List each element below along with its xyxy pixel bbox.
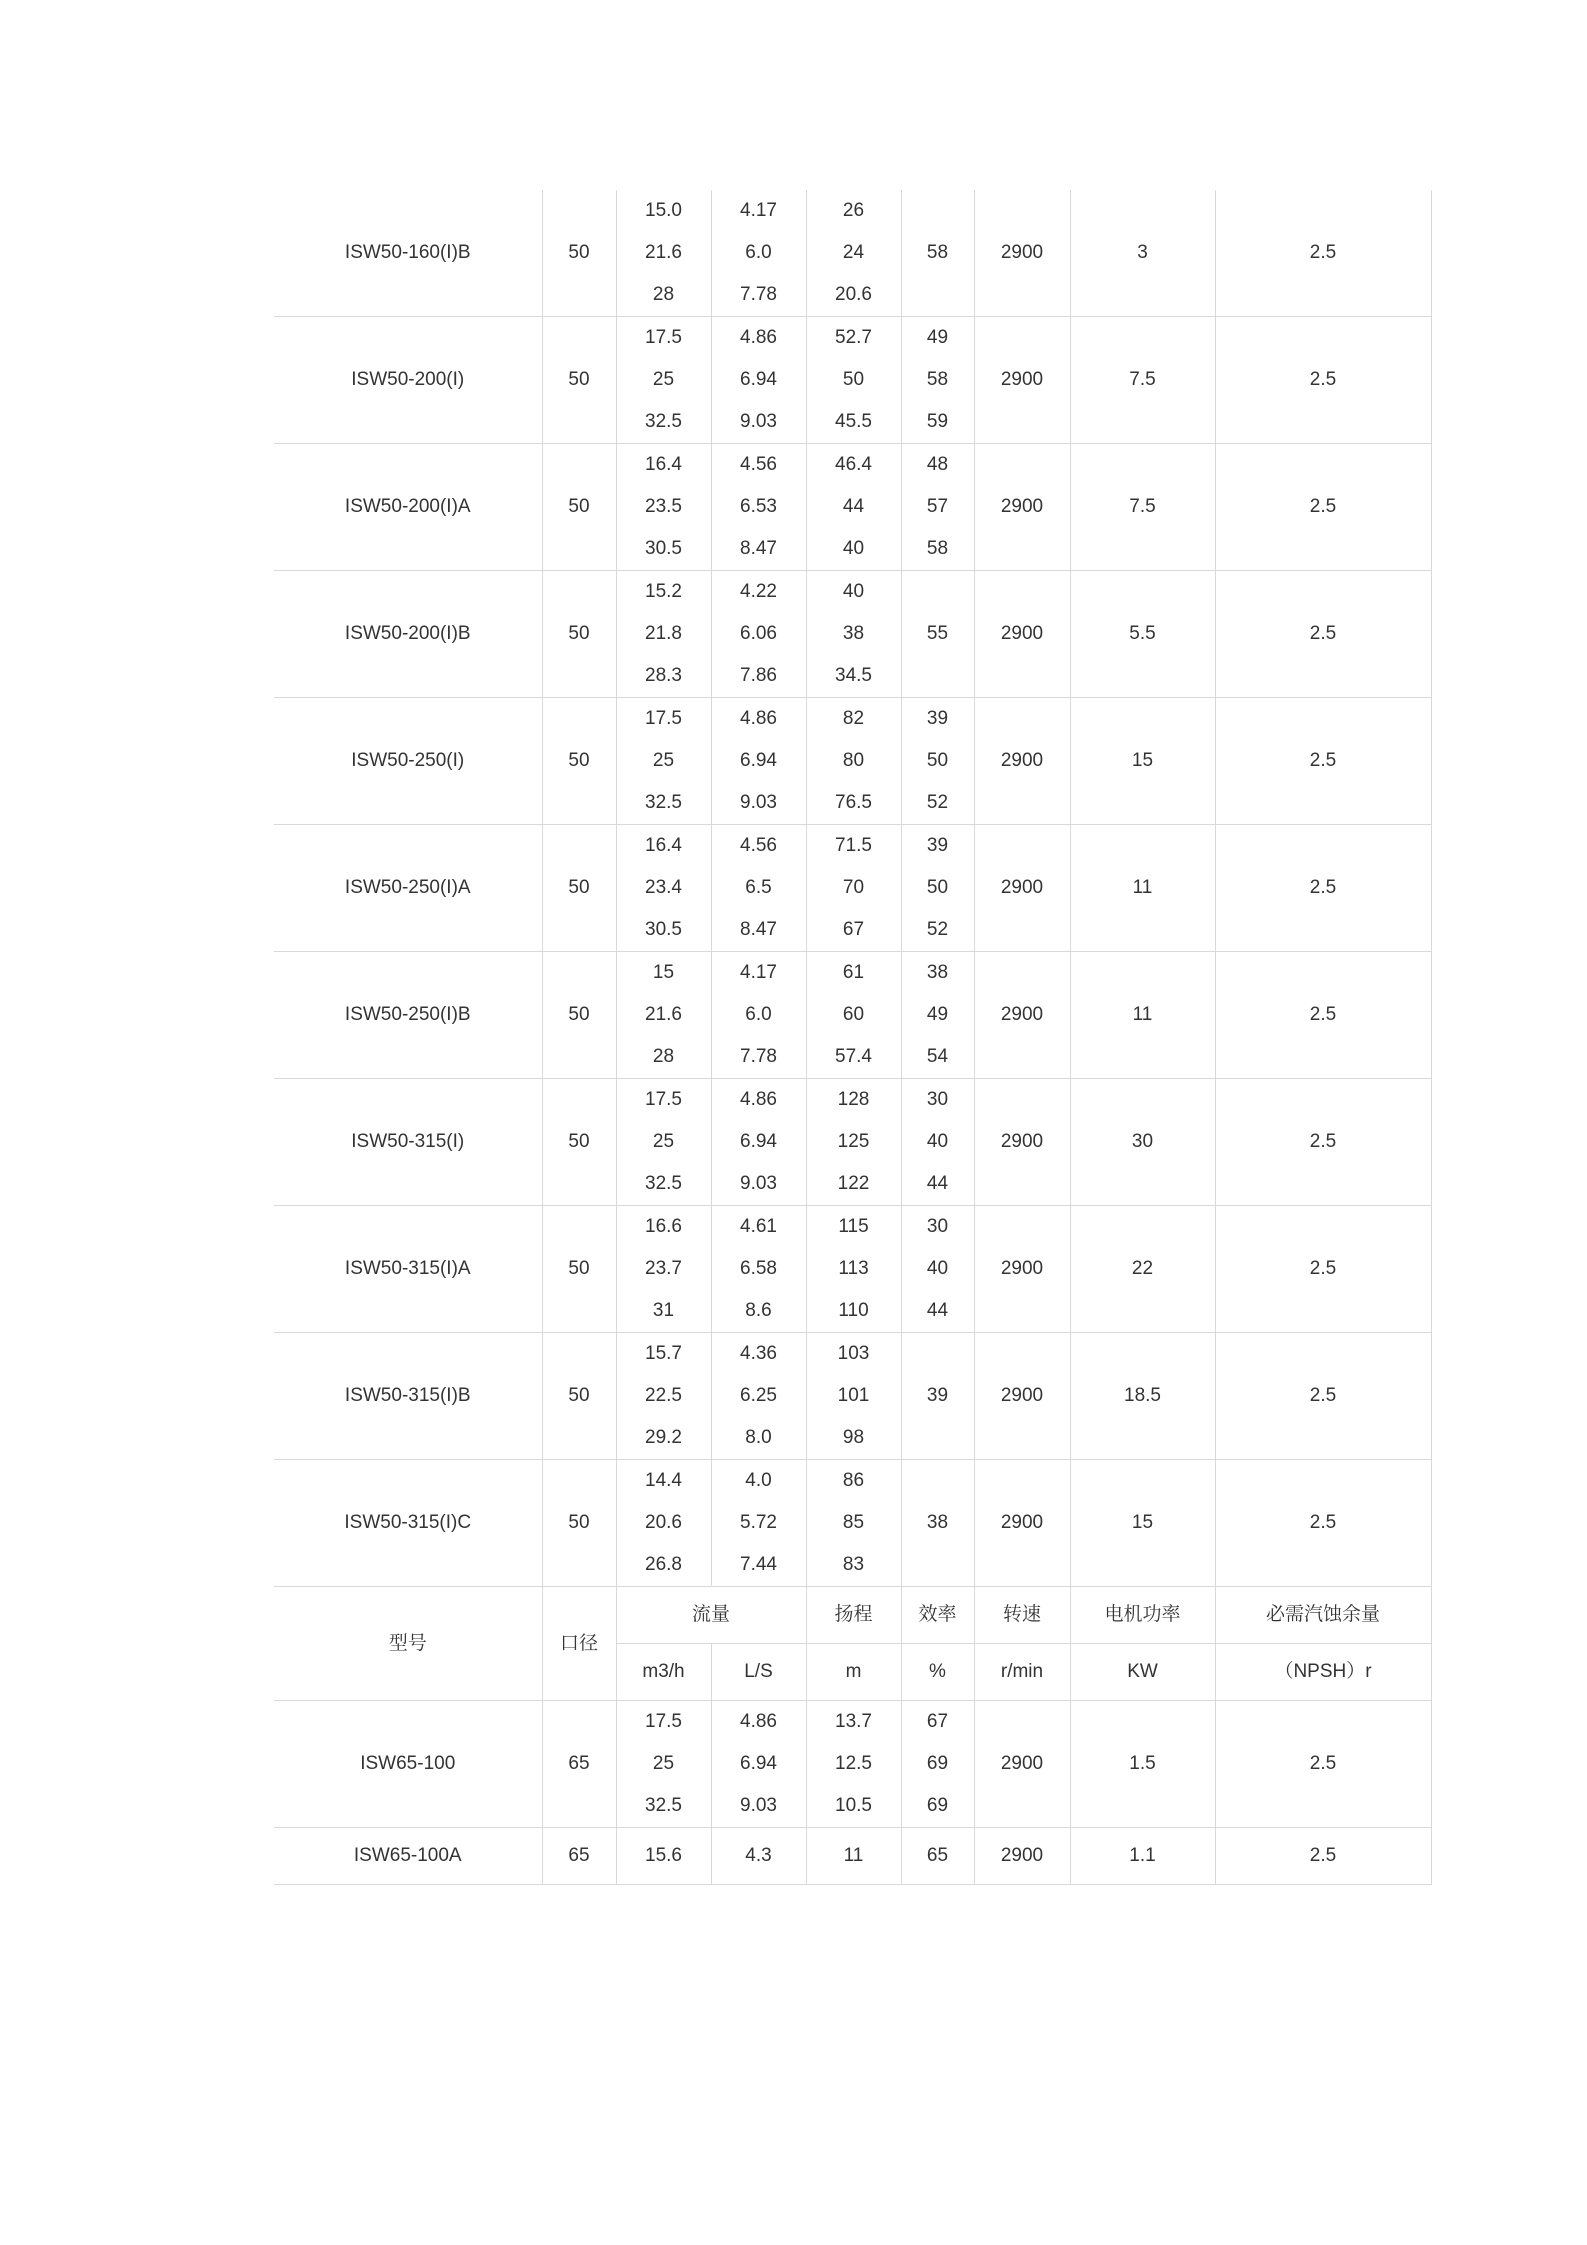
pump-spec-table [274, 190, 1432, 1885]
cell-caliber: 50 [542, 317, 616, 444]
table-row [274, 444, 1431, 571]
cell-flow-ls-value: 7.44 [740, 1554, 777, 1575]
header-flow: 流量 [616, 1587, 806, 1644]
cell-npsh: 2.5 [1215, 1333, 1431, 1460]
cell-flow-ls [711, 698, 806, 825]
cell-head [806, 1333, 901, 1460]
cell-model: ISW50-315(I)B [274, 1333, 542, 1460]
table-row [274, 1828, 1431, 1885]
cell-flow-m3h-value: 16.6 [645, 1216, 682, 1237]
cell-head-value: 110 [838, 1300, 869, 1321]
cell-head-value: 10.5 [835, 1795, 872, 1816]
cell-flow-ls [711, 1701, 806, 1828]
cell-npsh: 2.5 [1215, 571, 1431, 698]
cell-flow-m3h-value: 26.8 [645, 1554, 682, 1575]
header-caliber: 口径 [542, 1587, 616, 1701]
cell-flow-ls [711, 825, 806, 952]
cell-flow-ls-value: 4.22 [740, 581, 777, 602]
cell-flow-ls-value: 4.3 [745, 1845, 772, 1866]
cell-caliber: 50 [542, 698, 616, 825]
cell-npsh: 2.5 [1215, 317, 1431, 444]
cell-flow-m3h [616, 1206, 711, 1333]
cell-flow-m3h-value: 28 [652, 284, 675, 305]
cell-efficiency-value: 49 [926, 327, 949, 348]
cell-speed: 2900 [974, 190, 1070, 317]
cell-flow-ls-value: 5.72 [740, 1512, 777, 1533]
cell-head-value: 71.5 [835, 835, 872, 856]
cell-caliber: 50 [542, 1206, 616, 1333]
cell-flow-ls-value: 4.56 [740, 835, 777, 856]
cell-caliber: 50 [542, 1079, 616, 1206]
cell-flow-m3h-value: 23.4 [645, 877, 682, 898]
cell-speed: 2900 [974, 571, 1070, 698]
cell-flow-ls [711, 1828, 806, 1885]
cell-flow-m3h-value: 17.5 [645, 1089, 682, 1110]
cell-flow-m3h-value: 23.5 [645, 496, 682, 517]
cell-head-value: 12.5 [835, 1753, 872, 1774]
cell-flow-m3h-value: 25 [652, 1131, 675, 1152]
cell-flow-ls-value: 4.86 [740, 1711, 777, 1732]
cell-head-value: 57.4 [835, 1046, 872, 1067]
cell-head-value: 40 [842, 581, 865, 602]
cell-caliber: 50 [542, 444, 616, 571]
cell-flow-m3h [616, 952, 711, 1079]
cell-efficiency [901, 825, 974, 952]
cell-head-value: 34.5 [835, 665, 872, 686]
cell-flow-m3h [616, 1333, 711, 1460]
cell-flow-ls-value: 8.47 [740, 919, 777, 940]
cell-speed: 2900 [974, 825, 1070, 952]
table-row [274, 698, 1431, 825]
header-speed: 转速 [974, 1587, 1070, 1644]
cell-flow-ls-value: 9.03 [740, 411, 777, 432]
cell-flow-m3h [616, 1701, 711, 1828]
cell-flow-ls-value: 7.86 [740, 665, 777, 686]
cell-efficiency-value: 40 [926, 1131, 949, 1152]
cell-head-value: 128 [837, 1089, 870, 1110]
cell-flow-m3h-value: 16.4 [645, 835, 682, 856]
cell-flow-m3h-value: 32.5 [645, 1795, 682, 1816]
cell-model: ISW50-250(I)B [274, 952, 542, 1079]
cell-flow-ls [711, 571, 806, 698]
cell-efficiency-value: 50 [926, 877, 949, 898]
cell-efficiency-value: 49 [926, 1004, 949, 1025]
cell-flow-ls-value: 6.5 [745, 877, 772, 898]
cell-motor-power: 15 [1070, 698, 1215, 825]
header-flow-unit-ls: L/S [711, 1644, 806, 1701]
cell-motor-power: 30 [1070, 1079, 1215, 1206]
cell-flow-ls-value: 4.61 [740, 1216, 777, 1237]
cell-head [806, 1460, 901, 1587]
cell-flow-ls-value: 6.0 [745, 242, 772, 263]
cell-efficiency [901, 1701, 974, 1828]
cell-head-value: 76.5 [835, 792, 872, 813]
header-npsh-unit: （NPSH）r [1215, 1644, 1431, 1701]
cell-flow-ls-value: 4.86 [740, 1089, 777, 1110]
cell-npsh: 2.5 [1215, 825, 1431, 952]
cell-efficiency [901, 190, 974, 317]
cell-efficiency [901, 1206, 974, 1333]
cell-flow-ls-value: 4.17 [740, 962, 777, 983]
cell-efficiency [901, 317, 974, 444]
cell-flow-m3h-value: 17.5 [645, 708, 682, 729]
table-row [274, 190, 1431, 317]
table-header [274, 1587, 1431, 1701]
cell-flow-m3h-value: 30.5 [645, 919, 682, 940]
cell-head-value: 52.7 [835, 327, 872, 348]
cell-caliber: 50 [542, 1333, 616, 1460]
cell-efficiency-value: 58 [926, 369, 949, 390]
cell-head-value: 85 [842, 1512, 865, 1533]
cell-flow-ls-value: 6.94 [740, 1131, 777, 1152]
cell-efficiency-value: 38 [926, 1512, 949, 1533]
cell-flow-ls-value: 9.03 [740, 1173, 777, 1194]
cell-speed: 2900 [974, 1333, 1070, 1460]
cell-flow-ls-value: 4.86 [740, 327, 777, 348]
cell-head-value: 44 [842, 496, 865, 517]
cell-flow-ls [711, 317, 806, 444]
table-row [274, 1206, 1431, 1333]
cell-flow-m3h-value: 25 [652, 1753, 675, 1774]
cell-flow-ls-value: 9.03 [740, 792, 777, 813]
cell-head-value: 82 [842, 708, 865, 729]
cell-model: ISW50-200(I) [274, 317, 542, 444]
table-row [274, 1460, 1431, 1587]
header-npsh: 必需汽蚀余量 [1215, 1587, 1431, 1644]
cell-flow-m3h-value: 25 [652, 750, 675, 771]
cell-flow-ls-value: 8.0 [745, 1427, 772, 1448]
cell-flow-m3h-value: 15.2 [645, 581, 682, 602]
cell-flow-ls-value: 4.56 [740, 454, 777, 475]
cell-flow-ls-value: 8.47 [740, 538, 777, 559]
cell-flow-ls-value: 7.78 [740, 284, 777, 305]
cell-motor-power: 11 [1070, 825, 1215, 952]
cell-efficiency-value: 57 [926, 496, 949, 517]
cell-flow-ls [711, 1079, 806, 1206]
cell-npsh: 2.5 [1215, 444, 1431, 571]
cell-head-value: 80 [842, 750, 865, 771]
cell-model: ISW50-200(I)B [274, 571, 542, 698]
cell-flow-m3h-value: 31 [652, 1300, 675, 1321]
cell-head-value: 46.4 [835, 454, 872, 475]
cell-efficiency-value: 67 [926, 1711, 949, 1732]
cell-head [806, 317, 901, 444]
cell-flow-ls [711, 1333, 806, 1460]
cell-flow-m3h-value: 20.6 [645, 1512, 682, 1533]
cell-head-value: 50 [842, 369, 865, 390]
cell-speed: 2900 [974, 1701, 1070, 1828]
cell-npsh: 2.5 [1215, 1460, 1431, 1587]
header-row-1 [274, 1587, 1431, 1644]
cell-efficiency-value: 54 [926, 1046, 949, 1067]
cell-speed: 2900 [974, 444, 1070, 571]
cell-efficiency-value: 38 [926, 962, 949, 983]
table-body-group-65 [274, 1701, 1431, 1885]
header-power-unit: KW [1070, 1644, 1215, 1701]
cell-flow-m3h-value: 23.7 [645, 1258, 682, 1279]
cell-efficiency-value: 30 [926, 1089, 949, 1110]
header-motor-power: 电机功率 [1070, 1587, 1215, 1644]
cell-flow-m3h-value: 14.4 [645, 1470, 682, 1491]
cell-flow-ls-value: 9.03 [740, 1795, 777, 1816]
table-row [274, 317, 1431, 444]
cell-head [806, 444, 901, 571]
cell-flow-ls-value: 4.36 [740, 1343, 777, 1364]
cell-model: ISW50-160(I)B [274, 190, 542, 317]
cell-caliber: 50 [542, 190, 616, 317]
cell-head [806, 1701, 901, 1828]
cell-motor-power: 11 [1070, 952, 1215, 1079]
cell-flow-ls-value: 6.58 [740, 1258, 777, 1279]
cell-model: ISW50-315(I)C [274, 1460, 542, 1587]
cell-efficiency [901, 1333, 974, 1460]
cell-motor-power: 5.5 [1070, 571, 1215, 698]
cell-flow-m3h [616, 698, 711, 825]
cell-efficiency-value: 58 [926, 242, 949, 263]
cell-head-value: 45.5 [835, 411, 872, 432]
cell-efficiency-value: 52 [926, 919, 949, 940]
cell-flow-ls-value: 6.06 [740, 623, 777, 644]
cell-caliber: 65 [542, 1701, 616, 1828]
cell-head-value: 13.7 [835, 1711, 872, 1732]
cell-npsh: 2.5 [1215, 1701, 1431, 1828]
cell-efficiency [901, 571, 974, 698]
cell-flow-m3h [616, 190, 711, 317]
cell-flow-m3h [616, 317, 711, 444]
cell-flow-m3h-value: 15 [652, 962, 675, 983]
cell-efficiency [901, 952, 974, 1079]
cell-caliber: 50 [542, 825, 616, 952]
cell-head-value: 11 [843, 1845, 864, 1866]
header-head: 扬程 [806, 1587, 901, 1644]
cell-head [806, 825, 901, 952]
cell-efficiency-value: 44 [926, 1300, 949, 1321]
cell-motor-power: 7.5 [1070, 317, 1215, 444]
cell-flow-m3h [616, 444, 711, 571]
cell-motor-power: 3 [1070, 190, 1215, 317]
cell-flow-ls [711, 444, 806, 571]
cell-head-value: 26 [842, 200, 865, 221]
cell-flow-m3h-value: 17.5 [645, 327, 682, 348]
cell-head-value: 113 [838, 1258, 869, 1279]
cell-flow-ls [711, 952, 806, 1079]
cell-caliber: 50 [542, 571, 616, 698]
cell-flow-m3h-value: 28.3 [645, 665, 682, 686]
cell-motor-power: 1.5 [1070, 1701, 1215, 1828]
cell-head-value: 122 [837, 1173, 870, 1194]
cell-speed: 2900 [974, 1460, 1070, 1587]
cell-npsh: 2.5 [1215, 1828, 1431, 1885]
table-row [274, 825, 1431, 952]
cell-flow-ls [711, 1206, 806, 1333]
cell-head-value: 40 [842, 538, 865, 559]
cell-speed: 2900 [974, 952, 1070, 1079]
cell-efficiency-value: 39 [926, 708, 949, 729]
cell-head [806, 952, 901, 1079]
cell-model: ISW50-250(I) [274, 698, 542, 825]
cell-speed: 2900 [974, 317, 1070, 444]
cell-efficiency-value: 69 [926, 1795, 949, 1816]
cell-flow-m3h-value: 22.5 [645, 1385, 682, 1406]
cell-motor-power: 7.5 [1070, 444, 1215, 571]
table-row [274, 952, 1431, 1079]
cell-flow-ls-value: 6.94 [740, 750, 777, 771]
cell-flow-m3h-value: 28 [652, 1046, 675, 1067]
cell-npsh: 2.5 [1215, 190, 1431, 317]
cell-npsh: 2.5 [1215, 698, 1431, 825]
cell-flow-ls-value: 6.25 [740, 1385, 777, 1406]
cell-efficiency-value: 44 [926, 1173, 949, 1194]
cell-efficiency-value: 58 [926, 538, 949, 559]
cell-flow-m3h [616, 1460, 711, 1587]
cell-head [806, 1828, 901, 1885]
cell-head-value: 60 [842, 1004, 865, 1025]
cell-npsh: 2.5 [1215, 1079, 1431, 1206]
cell-flow-ls-value: 6.94 [740, 369, 777, 390]
cell-motor-power: 15 [1070, 1460, 1215, 1587]
cell-flow-m3h-value: 15.6 [645, 1845, 682, 1866]
cell-speed: 2900 [974, 1828, 1070, 1885]
cell-efficiency-value: 39 [926, 1385, 949, 1406]
cell-flow-ls-value: 6.0 [745, 1004, 772, 1025]
cell-flow-ls-value: 4.0 [745, 1470, 772, 1491]
cell-motor-power: 22 [1070, 1206, 1215, 1333]
table-row [274, 571, 1431, 698]
cell-efficiency-value: 55 [926, 623, 949, 644]
cell-flow-ls [711, 1460, 806, 1587]
header-efficiency: 效率 [901, 1587, 974, 1644]
cell-flow-m3h-value: 30.5 [645, 538, 682, 559]
header-speed-unit: r/min [974, 1644, 1070, 1701]
table-row [274, 1079, 1431, 1206]
header-model: 型号 [274, 1587, 542, 1701]
cell-npsh: 2.5 [1215, 952, 1431, 1079]
cell-head-value: 103 [837, 1343, 870, 1364]
cell-model: ISW50-315(I) [274, 1079, 542, 1206]
cell-head-value: 98 [842, 1427, 865, 1448]
cell-flow-m3h [616, 1828, 711, 1885]
cell-head-value: 61 [842, 962, 865, 983]
cell-flow-ls-value: 4.86 [740, 708, 777, 729]
cell-flow-ls-value: 8.6 [745, 1300, 772, 1321]
cell-flow-m3h [616, 1079, 711, 1206]
cell-head-value: 67 [842, 919, 865, 940]
cell-caliber: 65 [542, 1828, 616, 1885]
table-row [274, 1701, 1431, 1828]
cell-flow-ls-value: 7.78 [740, 1046, 777, 1067]
header-head-unit: m [806, 1644, 901, 1701]
cell-head [806, 190, 901, 317]
cell-efficiency-value: 39 [926, 835, 949, 856]
cell-model: ISW50-200(I)A [274, 444, 542, 571]
cell-efficiency [901, 698, 974, 825]
cell-head-value: 125 [837, 1131, 870, 1152]
cell-head-value: 86 [842, 1470, 865, 1491]
cell-efficiency-value: 40 [926, 1258, 949, 1279]
cell-head-value: 115 [838, 1216, 869, 1237]
cell-flow-m3h-value: 21.8 [645, 623, 682, 644]
cell-flow-m3h-value: 25 [652, 369, 675, 390]
cell-speed: 2900 [974, 1079, 1070, 1206]
cell-model: ISW65-100A [274, 1828, 542, 1885]
cell-model: ISW65-100 [274, 1701, 542, 1828]
cell-head [806, 571, 901, 698]
cell-flow-m3h-value: 29.2 [645, 1427, 682, 1448]
cell-npsh: 2.5 [1215, 1206, 1431, 1333]
cell-flow-m3h [616, 571, 711, 698]
cell-flow-ls [711, 190, 806, 317]
cell-flow-m3h-value: 15.7 [645, 1343, 682, 1364]
cell-efficiency-value: 48 [926, 454, 949, 475]
cell-efficiency [901, 1079, 974, 1206]
cell-motor-power: 18.5 [1070, 1333, 1215, 1460]
cell-head [806, 1206, 901, 1333]
cell-head [806, 1079, 901, 1206]
cell-model: ISW50-315(I)A [274, 1206, 542, 1333]
cell-efficiency-value: 65 [926, 1845, 949, 1866]
cell-speed: 2900 [974, 1206, 1070, 1333]
cell-flow-m3h [616, 825, 711, 952]
cell-flow-m3h-value: 17.5 [645, 1711, 682, 1732]
cell-head-value: 24 [842, 242, 865, 263]
cell-efficiency-value: 52 [926, 792, 949, 813]
cell-efficiency [901, 1460, 974, 1587]
cell-head-value: 101 [837, 1385, 870, 1406]
cell-flow-m3h-value: 15.0 [645, 200, 682, 221]
table-row [274, 1333, 1431, 1460]
cell-motor-power: 1.1 [1070, 1828, 1215, 1885]
cell-speed: 2900 [974, 698, 1070, 825]
cell-efficiency [901, 444, 974, 571]
cell-efficiency [901, 1828, 974, 1885]
cell-flow-ls-value: 6.94 [740, 1753, 777, 1774]
cell-head [806, 698, 901, 825]
cell-head-value: 70 [842, 877, 865, 898]
cell-head-value: 38 [842, 623, 865, 644]
header-flow-unit-m3h: m3/h [616, 1644, 711, 1701]
table-body-group-50 [274, 190, 1431, 1587]
cell-head-value: 83 [842, 1554, 865, 1575]
cell-head-value: 20.6 [835, 284, 872, 305]
cell-flow-m3h-value: 21.6 [645, 242, 682, 263]
cell-efficiency-value: 69 [926, 1753, 949, 1774]
cell-flow-m3h-value: 16.4 [645, 454, 682, 475]
cell-efficiency-value: 30 [926, 1216, 949, 1237]
cell-caliber: 50 [542, 952, 616, 1079]
cell-flow-ls-value: 4.17 [740, 200, 777, 221]
cell-flow-m3h-value: 21.6 [645, 1004, 682, 1025]
cell-efficiency-value: 59 [926, 411, 949, 432]
header-efficiency-unit: % [901, 1644, 974, 1701]
cell-efficiency-value: 50 [926, 750, 949, 771]
cell-flow-m3h-value: 32.5 [645, 1173, 682, 1194]
cell-flow-m3h-value: 32.5 [645, 792, 682, 813]
cell-caliber: 50 [542, 1460, 616, 1587]
cell-flow-ls-value: 6.53 [740, 496, 777, 517]
cell-model: ISW50-250(I)A [274, 825, 542, 952]
cell-flow-m3h-value: 32.5 [645, 411, 682, 432]
